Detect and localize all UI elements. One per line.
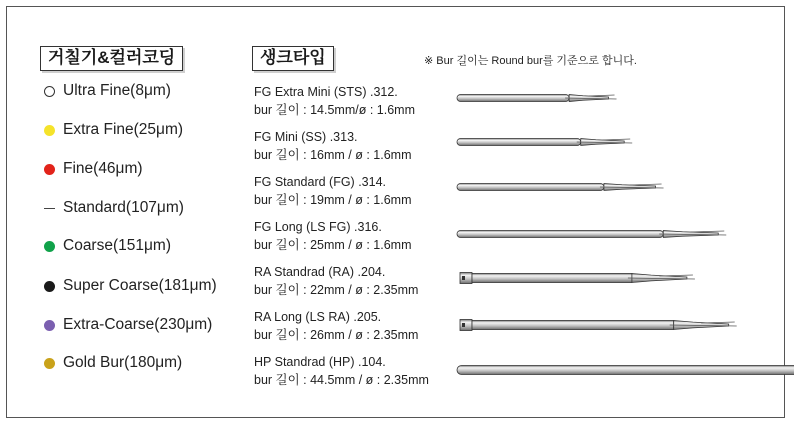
bur-fg-1 [457, 139, 632, 146]
bur-length-note: ※ Bur 길이는 Round bur를 기준으로 합니다. [424, 55, 637, 67]
shank-name: FG Mini (SS) .313. [254, 130, 358, 144]
grit-item-label: Extra Fine(25μm) [63, 121, 184, 138]
grit-section-title: 거칠기&컬러코딩 [40, 46, 183, 71]
shank-name: RA Standrad (RA) .204. [254, 265, 386, 279]
grit-item-label: Gold Bur(180μm) [63, 354, 183, 371]
bur-fg-3 [457, 231, 726, 238]
shank-spec: bur 길이 : 44.5mm / ø : 2.35mm [254, 373, 429, 387]
bur-fg-0 [457, 95, 617, 102]
shank-spec: bur 길이 : 22mm / ø : 2.35mm [254, 283, 419, 297]
bur-ra-4 [460, 273, 695, 284]
shank-name: FG Standard (FG) .314. [254, 175, 386, 189]
grit-item-label: Ultra Fine(8μm) [63, 82, 171, 99]
shank-name: FG Long (LS FG) .316. [254, 220, 382, 234]
shank-spec: bur 길이 : 26mm / ø : 2.35mm [254, 328, 419, 342]
shank-name: FG Extra Mini (STS) .312. [254, 85, 398, 99]
grit-item-label: Coarse(151μm) [63, 237, 171, 254]
grit-item-label: Standard(107μm) [63, 199, 184, 216]
shank-spec: bur 길이 : 25mm / ø : 1.6mm [254, 238, 412, 252]
bur-fg-2 [457, 184, 664, 191]
shank-spec: bur 길이 : 16mm / ø : 1.6mm [254, 148, 412, 162]
bur-ra-5 [460, 320, 737, 331]
grit-item-label: Fine(46μm) [63, 160, 143, 177]
grit-item-label: Extra-Coarse(230μm) [63, 316, 213, 333]
shank-section-title: 생크타입 [252, 46, 334, 71]
shank-spec: bur 길이 : 19mm / ø : 1.6mm [254, 193, 412, 207]
shank-spec: bur 길이 : 14.5mm/ø : 1.6mm [254, 103, 415, 117]
shank-name: RA Long (LS RA) .205. [254, 310, 382, 324]
grit-item-label: Super Coarse(181μm) [63, 277, 217, 294]
shank-name: HP Standrad (HP) .104. [254, 355, 386, 369]
bur-hp-6 [457, 366, 794, 375]
